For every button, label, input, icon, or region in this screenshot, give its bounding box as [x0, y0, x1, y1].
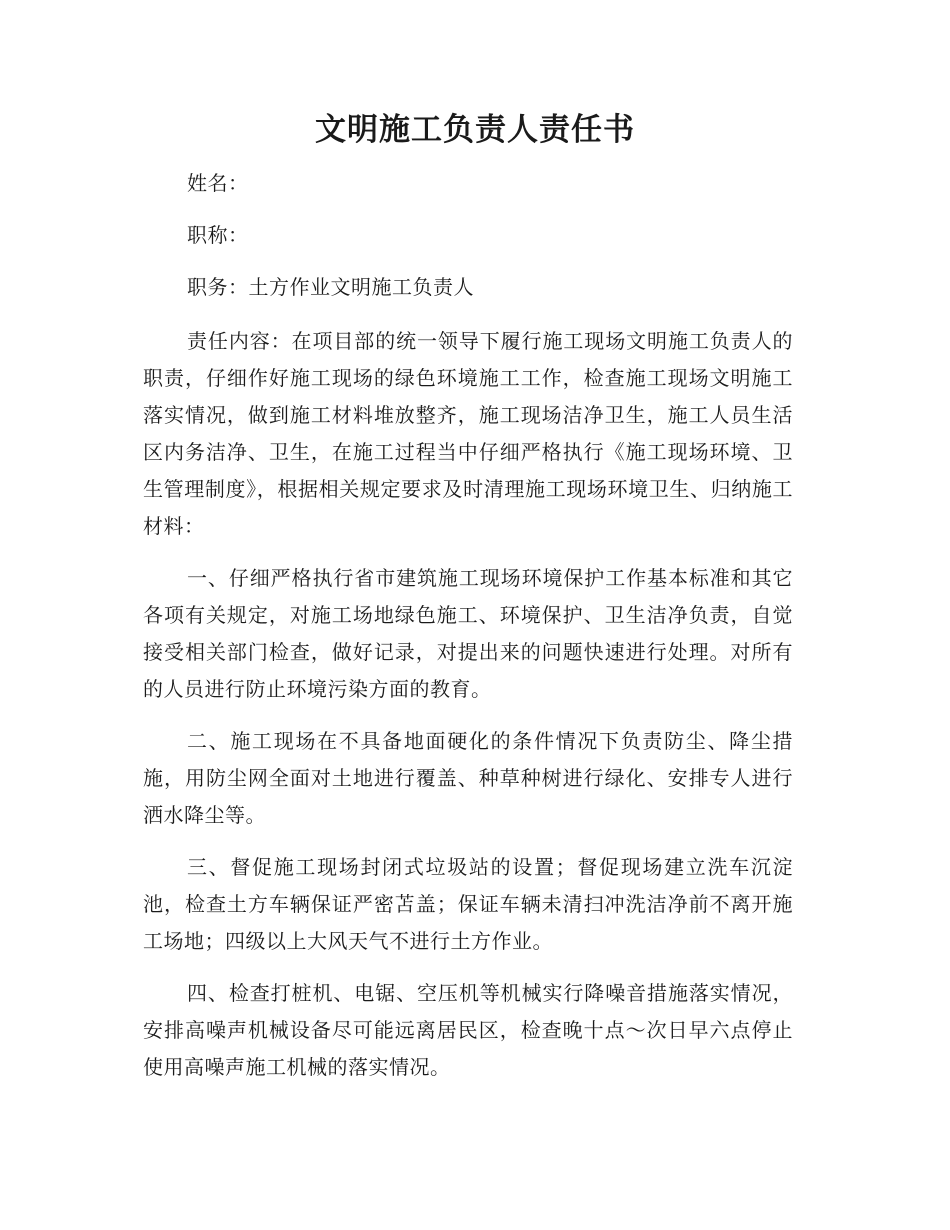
professional-title-field: 职称： — [187, 223, 249, 247]
clause-4-paragraph: 四、检查打桩机、电锯、空压机等机械实行降噪音措施落实情况，安排高噪声机械设备尽可能远离居民区，检查晚十点～次日早六点停止使用高噪声施工机械的落实情况。 — [143, 981, 793, 1079]
document-body — [143, 165, 793, 1101]
name-field: 姓名： — [187, 171, 249, 195]
clause-3-paragraph: 三、督促施工现场封闭式垃圾站的设置；督促现场建立洗车沉淀池，检查土方车辆保证严密苫盖；保证车辆未清扫冲洗洁净前不离开施工场地；四级以上大风天气不进行土方作业。 — [143, 855, 793, 953]
clause-1-paragraph: 一、仔细严格执行省市建筑施工现场环境保护工作基本标准和其它各项有关规定，对施工场地绿色施工、环境保护、卫生洁净负责，自觉接受相关部门检查，做好记录，对提出来的问题快速进行处理。对所有的人员进行防止环境污染方面的教育。 — [143, 566, 793, 701]
position-field: 职务：土方作业文明施工负责人 — [187, 275, 474, 299]
responsibility-content-paragraph: 责任内容：在项目部的统一领导下履行施工现场文明施工负责人的职责，仔细作好施工现场的绿色环境施工工作，检查施工现场文明施工落实情况，做到施工材料堆放整齐，施工现场洁净卫生，施工人员生活区内务洁净、卫生，在施工过程当中仔细严格执行《施工现场环境、卫生管理制度》，根据相关规定要求及时清理施工现场环境卫生、归纳施工材料： — [143, 329, 793, 538]
clause-2-paragraph: 二、施工现场在不具备地面硬化的条件情况下负责防尘、降尘措施，用防尘网全面对土地进行覆盖、种草种树进行绿化、安排专人进行洒水降尘等。 — [143, 729, 793, 827]
document-title: 文明施工负责人责任书 — [315, 112, 635, 148]
